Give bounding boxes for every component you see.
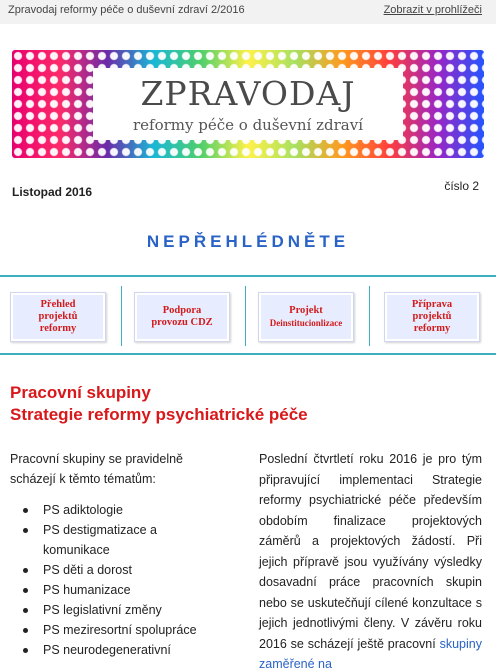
newsletter-banner xyxy=(12,50,484,158)
working-groups-link[interactable]: skupiny zaměřené na xyxy=(259,636,482,670)
working-groups-list xyxy=(20,500,220,660)
banner-title: ZPRAVODAJ xyxy=(140,74,356,113)
nav-label: provozu CDZ xyxy=(151,317,213,328)
section-intro: Pracovní skupiny se pravidelně scházejí k těmto tématům: xyxy=(10,452,184,486)
nav-label: reformy xyxy=(39,323,77,334)
banner-title-box xyxy=(93,68,403,140)
nav-button-priprava-projektu[interactable] xyxy=(384,292,480,342)
nav-label: projektů xyxy=(412,311,452,322)
issue-month: Listopad 2016 xyxy=(12,185,93,199)
divider-top xyxy=(0,275,496,277)
nav-label: Deinstitucionlizace xyxy=(269,318,343,328)
body-paragraph: Poslední čtvrtletí roku 2016 je pro tým připravující implementaci Strategie reformy psychiatrické péče především obdobím finalizace projektových záměrů a projektových žádostí. Při jejich přípravě jsou využívány výsledky dosavadní práce pracovních skupin nebo se uskutečňují cílené konzultace s jejich jednotlivými členy. V závěru roku 2016 se scházejí ještě pracovní xyxy=(259,452,482,651)
nav-divider xyxy=(121,286,122,346)
list-item: PS humanizace xyxy=(20,580,220,600)
section-body-text xyxy=(259,449,482,670)
list-item: PS meziresortní spolupráce xyxy=(20,620,220,640)
divider-bottom xyxy=(0,353,496,355)
nav-divider xyxy=(369,286,370,346)
preheader-title: Zpravodaj reformy péče o duševní zdraví 2/2016 xyxy=(8,4,245,16)
issue-number: číslo 2 xyxy=(444,179,479,193)
banner-subtitle: reformy péče o duševní zdraví xyxy=(132,116,364,134)
nav-divider xyxy=(245,286,246,346)
section-title-line1: Pracovní skupiny xyxy=(10,383,151,402)
section-title-line2: Strategie reformy psychiatrické péče xyxy=(10,405,308,424)
section-title xyxy=(10,382,308,426)
nav-button-projekt-deinstitucionalizace[interactable] xyxy=(258,292,354,342)
list-item: PS neurodegenerativní xyxy=(20,640,220,660)
view-in-browser-link[interactable]: Zobrazit v prohlížeči xyxy=(383,4,482,16)
list-item: PS destigmatizace a komunikace xyxy=(20,520,220,560)
preheader-bar xyxy=(0,0,496,24)
nav-label: Přehled xyxy=(40,299,76,310)
nav-label: Projekt xyxy=(289,305,323,316)
nav-label: reformy xyxy=(413,323,451,334)
list-item: PS adiktologie xyxy=(20,500,220,520)
section-headline: NEPŘEHLÉDNĚTE xyxy=(146,232,350,251)
list-item: PS děti a dorost xyxy=(20,560,220,580)
nav-button-podpora-cdz[interactable] xyxy=(134,292,230,342)
nav-label: Podpora xyxy=(162,305,202,316)
list-item: PS legislativní změny xyxy=(20,600,220,620)
nav-label: projektů xyxy=(38,311,78,322)
nav-button-prehled-projektu[interactable] xyxy=(10,292,106,342)
nav-label: Příprava xyxy=(411,299,453,310)
